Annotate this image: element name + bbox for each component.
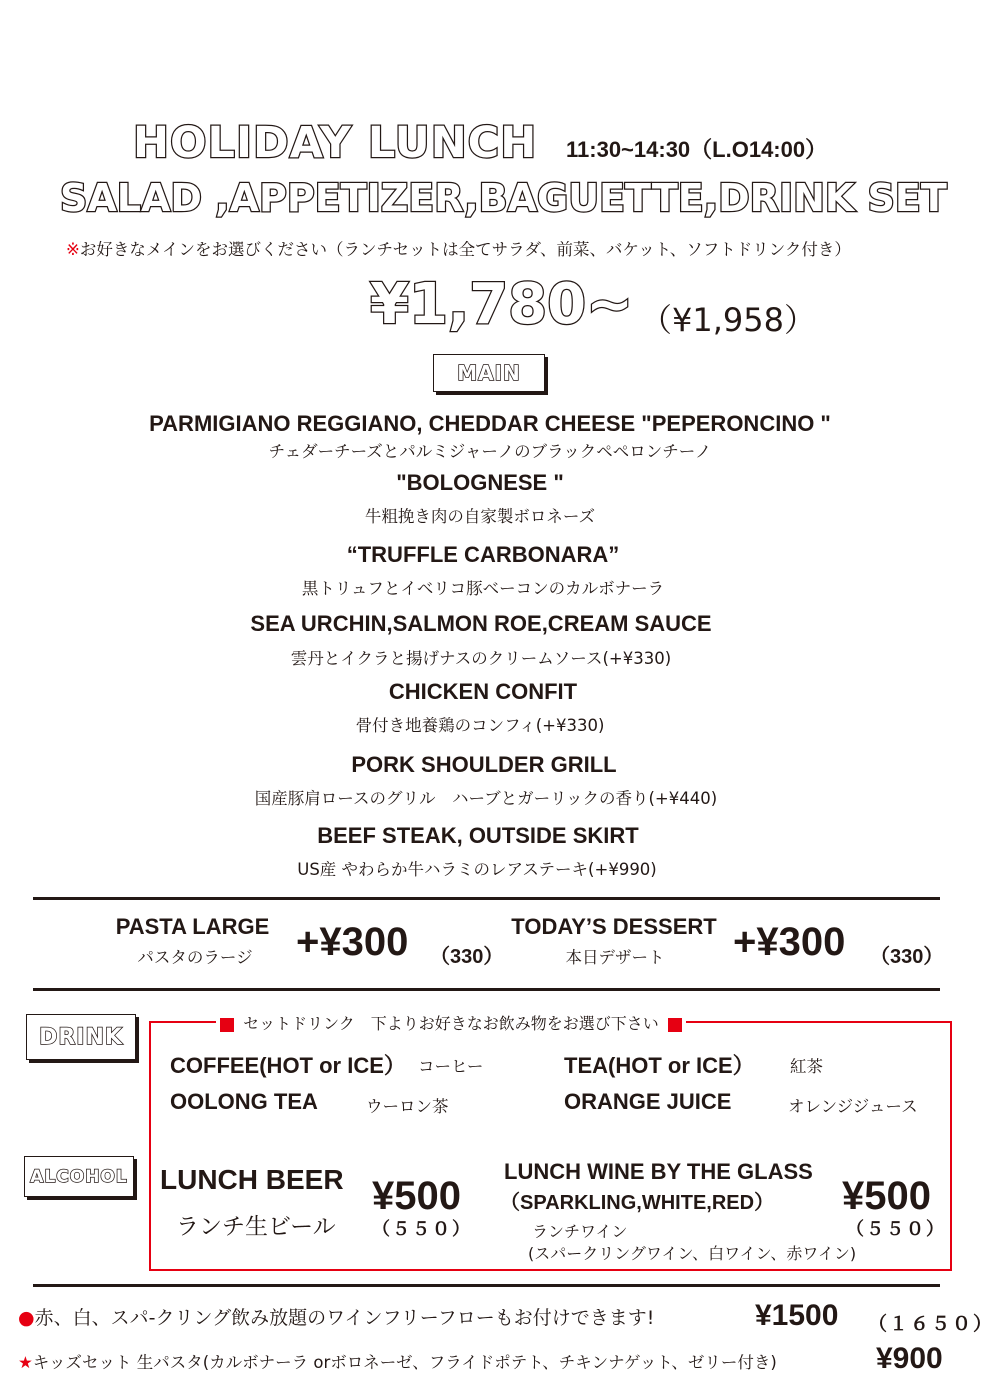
addon-dessert-desc: 本日デザート (565, 948, 665, 967)
red-square-right-icon (668, 1018, 682, 1032)
drink-label-text: DRINK (39, 1024, 123, 1050)
set-price: ¥1,780~ (370, 272, 634, 337)
addon-dessert-name: TODAY’S DESSERT (511, 914, 717, 939)
addon-pasta-name: PASTA LARGE (115, 914, 270, 939)
wine-name-line2: （SPARKLING,WHITE,RED） (500, 1192, 775, 1214)
drink-oolong-jp: ウーロン茶 (366, 1097, 449, 1116)
alcohol-section-label (24, 1156, 134, 1197)
main-item-6-name: PORK SHOULDER GRILL (351, 752, 617, 777)
drink-oolong-name: OOLONG TEA (170, 1089, 318, 1114)
red-star-icon: ★ (18, 1353, 33, 1372)
drink-coffee-name: COFFEE(HOT or ICE） (170, 1053, 406, 1078)
drink-orange-jp: オレンジジュース (788, 1097, 918, 1116)
main-item-5-name: CHICKEN CONFIT (388, 679, 578, 704)
addon-dessert-price: +¥300 (733, 920, 846, 964)
selection-note (66, 236, 851, 260)
main-item-1-desc: チェダーチーズとパルミジャーノのブラックペペロンチーノ (268, 442, 712, 461)
main-item-1-name: PARMIGIANO REGGIANO, CHEDDAR CHEESE "PEPERONCINO " (149, 411, 831, 436)
main-item-7-desc: US産 やわらか牛ハラミのレアステーキ(+¥990) (297, 860, 657, 879)
red-dot-icon: ● (18, 1307, 35, 1329)
drink-coffee-jp: コーヒー (418, 1057, 484, 1076)
main-item-4-desc: 雲丹とイクラと揚げナスのクリームソース(+¥330) (290, 649, 672, 668)
set-subtitle: SALAD ,APPETIZER,BAGUETTE,DRINK SET (60, 176, 947, 220)
alcohol-label-text: ALCOHOL (30, 1166, 128, 1187)
wine-jp-line1: ランチワイン (532, 1222, 628, 1241)
wine-price: ¥500 (842, 1174, 931, 1218)
kids-set-text: キッズセット 生パスタ(カルボナーラ orボロネーゼ、フライドポテト、チキンナゲット、ゼリー付き) (32, 1353, 777, 1372)
addon-dessert-tax: （330） (870, 946, 944, 968)
set-price-tax: （¥1,958） (640, 301, 816, 339)
main-item-5-desc: 骨付き地養鶏のコンフィ(+¥330) (355, 716, 605, 735)
addon-pasta-desc: パスタのラージ (137, 948, 253, 967)
note-mark: ※ (66, 240, 80, 259)
main-section-label (433, 354, 545, 392)
beer-tax: （５５０） (372, 1219, 472, 1240)
free-flow-price: ¥1500 (755, 1299, 839, 1332)
wine-name-line1: LUNCH WINE BY THE GLASS (504, 1159, 813, 1184)
main-item-6-desc: 国産豚肩ロースのグリル ハーブとガーリックの香り(+¥440) (254, 789, 718, 808)
main-item-3-desc: 黒トリュフとイベリコ豚ベーコンのカルボナーラ (301, 579, 665, 598)
divider-middle (33, 988, 940, 991)
kids-set-note (18, 1349, 777, 1373)
divider-top (33, 897, 940, 900)
beer-jp: ランチ生ビール (176, 1214, 336, 1240)
main-item-2-name: "BOLOGNESE " (396, 470, 564, 495)
main-item-4-name: SEA URCHIN,SALMON ROE,CREAM SAUCE (250, 611, 712, 636)
note-text: お好きなメインをお選びください（ランチセットは全てサラダ、前菜、バケット、ソフトドリンク付き） (79, 240, 851, 259)
drink-tea-jp: 紅茶 (790, 1057, 823, 1076)
set-drink-title (216, 1011, 686, 1034)
main-item-3-name: “TRUFFLE CARBONARA” (346, 542, 620, 567)
set-drink-title-text: セットドリンク 下よりお好きなお飲み物をお選び下さい (243, 1014, 659, 1033)
main-item-2-desc: 牛粗挽き肉の自家製ボロネーズ (364, 507, 596, 526)
free-flow-tax: （１６５０） (868, 1313, 995, 1335)
beer-price: ¥500 (372, 1174, 461, 1218)
kids-set-price: ¥900 (876, 1342, 943, 1375)
beer-name: LUNCH BEER (160, 1164, 344, 1195)
red-square-left-icon (220, 1018, 234, 1032)
main-label-text: MAIN (457, 361, 521, 385)
wine-tax: （５５０） (846, 1219, 946, 1240)
free-flow-note (18, 1303, 654, 1330)
drink-orange-name: ORANGE JUICE (564, 1089, 732, 1114)
menu-title: HOLIDAY LUNCH (133, 118, 538, 168)
addon-pasta-price: +¥300 (296, 920, 409, 964)
divider-bottom (33, 1284, 940, 1287)
wine-jp-line2: (スパークリングワイン、白ワイン、赤ワイン) (528, 1244, 857, 1263)
addon-pasta-tax: （330） (430, 946, 504, 968)
lunch-hours: 11:30~14:30（L.O14:00） (566, 137, 828, 162)
main-item-7-name: BEEF STEAK, OUTSIDE SKIRT (317, 823, 639, 848)
drink-section-label (26, 1014, 136, 1060)
free-flow-text: 赤、白、スパ-クリング飲み放題のワインフリーフローもお付けできます! (34, 1307, 655, 1329)
drink-tea-name: TEA(HOT or ICE） (564, 1053, 755, 1078)
